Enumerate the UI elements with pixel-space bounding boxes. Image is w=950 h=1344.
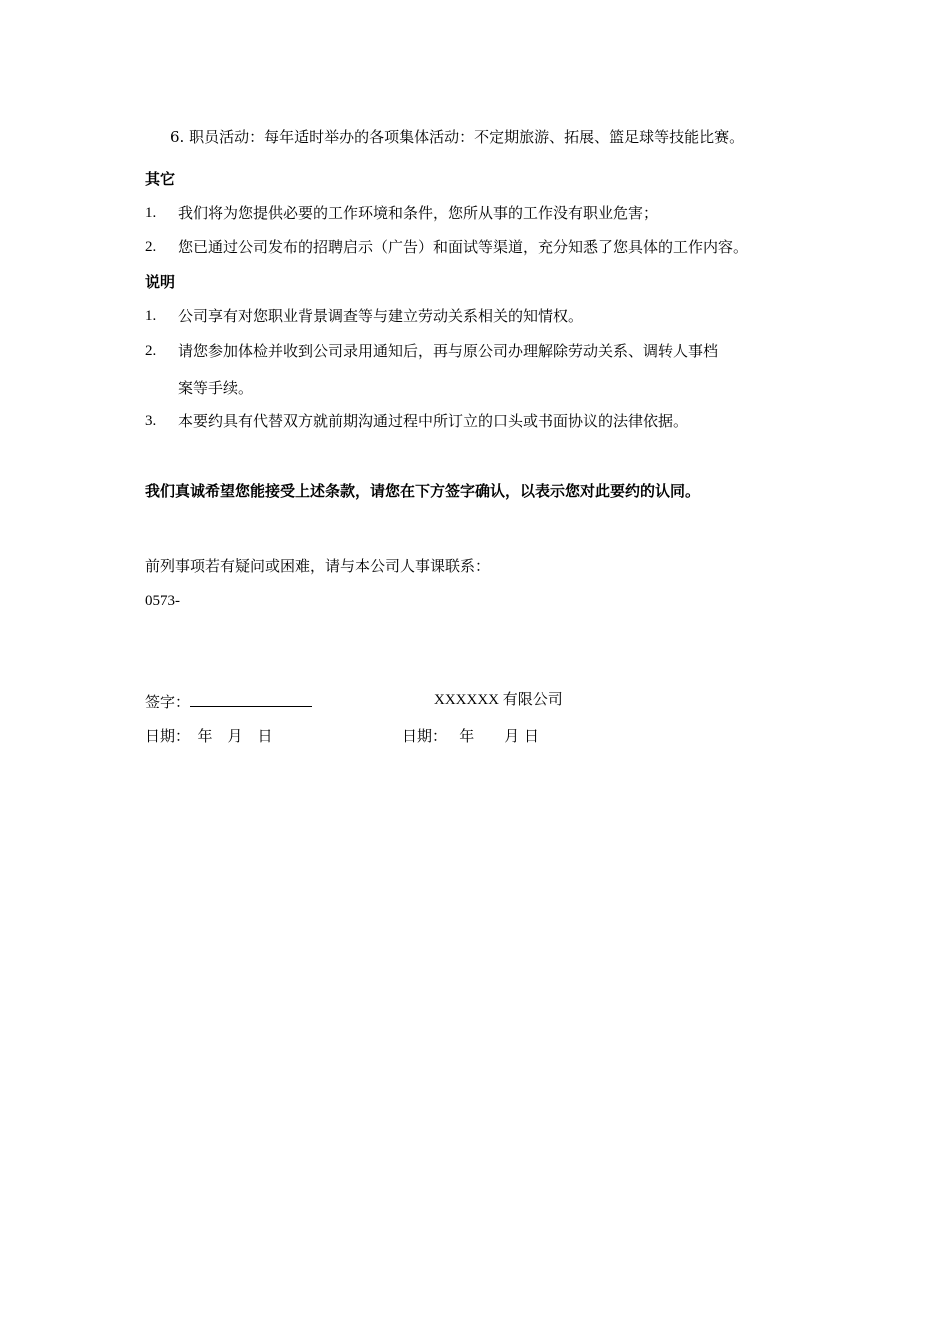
notes-item-2 bbox=[0, 341, 950, 361]
list-number: 2. bbox=[145, 343, 157, 359]
date-right: 日期： 年 月 日 bbox=[402, 727, 540, 745]
company-name: XXXXXX 有限公司 bbox=[434, 692, 563, 708]
list-item-text: 我们将为您提供必要的工作环境和条件，您所从事的工作没有职业危害； bbox=[178, 204, 659, 222]
sign-label: 签字： bbox=[145, 693, 191, 711]
others-item-2 bbox=[0, 237, 950, 257]
notes-heading: 说明 bbox=[145, 273, 176, 291]
contact-line: 前列事项若有疑问或困难，请与本公司人事课联系： bbox=[145, 557, 491, 575]
signature-field bbox=[145, 690, 312, 710]
others-item-1 bbox=[0, 203, 950, 223]
list-number: 1. bbox=[145, 205, 157, 221]
list-number: 1. bbox=[145, 308, 157, 324]
others-heading: 其它 bbox=[145, 170, 176, 188]
activities-item bbox=[170, 127, 744, 147]
list-number: 3. bbox=[145, 413, 157, 429]
list-item-text: 请您参加体检并收到公司录用通知后，再与原公司办理解除劳动关系、调转人事档 bbox=[178, 342, 719, 360]
activities-item-text: 6. 职员活动：每年适时举办的各项集体活动：不定期旅游、拓展、篮足球等技能比赛。 bbox=[170, 128, 745, 146]
date-left: 日期： 年 月 日 bbox=[145, 727, 273, 745]
list-number: 2. bbox=[145, 239, 157, 255]
phone-number: 0573- bbox=[145, 593, 180, 609]
notes-item-1 bbox=[0, 306, 950, 326]
notes-item-3 bbox=[0, 411, 950, 431]
notes-item-2-continuation: 案等手续。 bbox=[178, 379, 254, 397]
list-item-text: 公司享有对您职业背景调查等与建立劳动关系相关的知情权。 bbox=[178, 307, 584, 325]
signature-blank[interactable] bbox=[190, 690, 312, 707]
closing-statement: 我们真诚希望您能接受上述条款，请您在下方签字确认，以表示您对此要约的认同。 bbox=[145, 482, 701, 500]
list-item-text: 您已通过公司发布的招聘启示（广告）和面试等渠道，充分知悉了您具体的工作内容。 bbox=[178, 238, 749, 256]
list-item-text: 本要约具有代替双方就前期沟通过程中所订立的口头或书面协议的法律依据。 bbox=[178, 412, 689, 430]
